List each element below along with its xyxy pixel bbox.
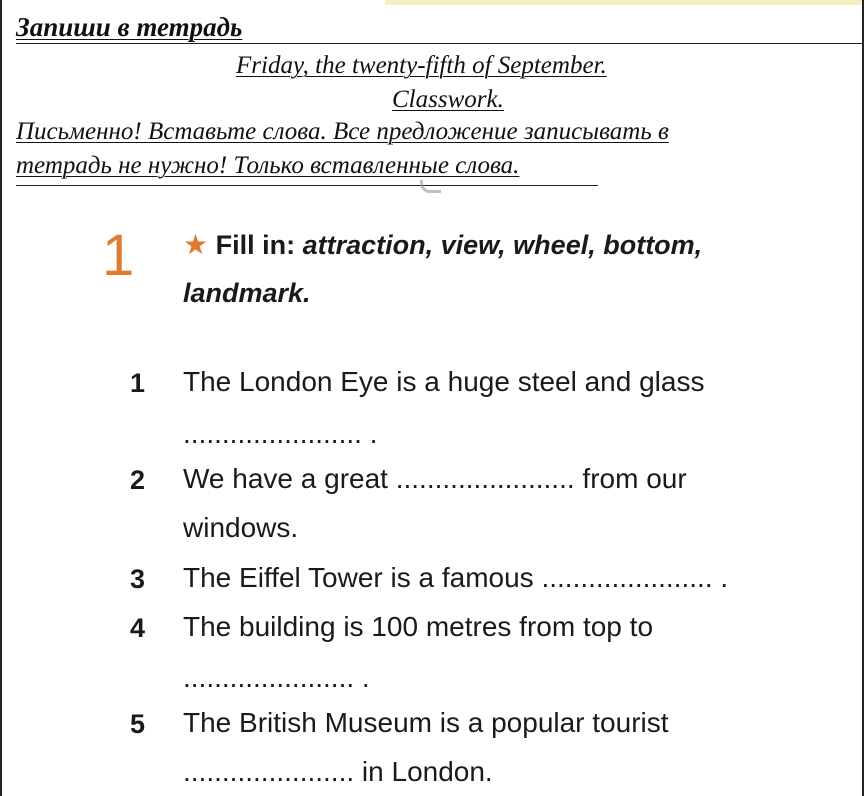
item-number: 5	[130, 709, 146, 739]
item-text: We have a great ....................... from our	[183, 463, 687, 494]
item-blank: ...................... .	[183, 662, 370, 693]
header-instruction-line1: Письменно! Вставьте слова. Все предложение записывать в	[16, 118, 669, 145]
exercise-instruction-line2	[183, 278, 311, 309]
assignment-header	[0, 0, 864, 188]
word-bank-line1: attraction, view, wheel, bottom,	[302, 230, 703, 260]
item-blank: ....................... .	[183, 418, 378, 449]
header-rule	[16, 43, 862, 44]
item-number: 1	[130, 368, 146, 398]
instruction-lead: Fill in:	[215, 230, 296, 260]
item-text: The British Museum is a popular tourist	[183, 707, 669, 738]
header-bottom-rule	[16, 185, 598, 186]
item-number: 2	[130, 465, 146, 495]
star-icon: ★	[183, 229, 209, 260]
item-number: 4	[130, 613, 146, 643]
exercise-instruction-line1	[183, 228, 702, 261]
item-text-cont: windows.	[183, 512, 299, 543]
header-instruction-line2: тетрадь не нужно! Только вставленные слова.	[16, 152, 520, 179]
item-text: The building is 100 metres from top to	[183, 611, 654, 642]
ghost-letter-fragment	[420, 180, 441, 193]
item-text: The Eiffel Tower is a famous ...................... .	[183, 562, 729, 593]
item-text-cont: ...................... in London.	[183, 756, 493, 787]
exercise-number: 1	[102, 223, 135, 288]
word-bank-line2: landmark.	[183, 278, 311, 308]
header-title: Запиши в тетрадь	[16, 12, 243, 42]
item-number: 3	[130, 564, 146, 594]
header-date: Friday, the twenty-fifth of September.	[236, 52, 607, 79]
header-classwork: Classwork.	[392, 86, 504, 113]
item-text: The London Eye is a huge steel and glass	[183, 366, 705, 397]
